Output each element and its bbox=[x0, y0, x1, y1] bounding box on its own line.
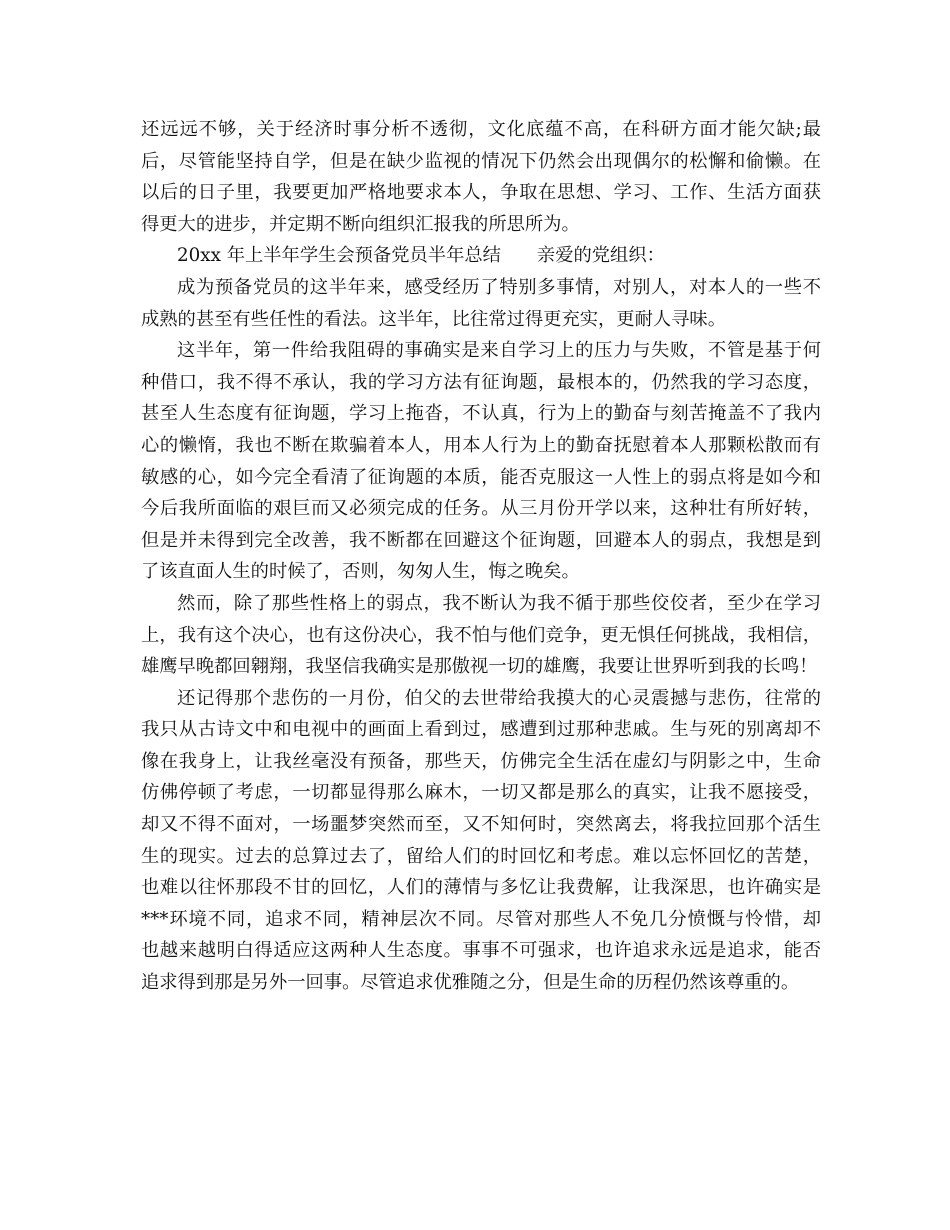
text-line: 了该直面人生的时候了，否则，匆匆人生，悔之晚矣。 bbox=[141, 561, 580, 583]
text-line: 仿佛停顿了考虑，一切都显得那么麻木，一切又都是那么的真实，让我不愿接受， bbox=[141, 782, 821, 804]
text-line: 得更大的进步，并定期不断向组织汇报我的所思所为。 bbox=[141, 213, 580, 235]
text-line: 还远远不够，关于经济时事分析不透彻，文化底蕴不高，在科研方面才能欠缺;最 bbox=[141, 119, 821, 140]
paragraph bbox=[141, 335, 821, 588]
text-line: 今后我所面临的艰巨而又必须完成的任务。从三月份开学以来，这种壮有所好转， bbox=[141, 498, 821, 520]
text-line: 追求得到那是另外一回事。尽管追求优雅随之分，但是生命的历程仍然该尊重的。 bbox=[141, 972, 800, 994]
section-heading bbox=[141, 240, 821, 272]
paragraph bbox=[141, 588, 821, 683]
text-line: 以后的日子里，我要更加严格地要求本人，争取在思想、学习、工作、生活方面获 bbox=[141, 182, 821, 204]
text-line: ***环境不同，追求不同，精神层次不同。尽管对那些人不免几分愤慨与怜惜，却 bbox=[141, 908, 821, 930]
text-line: 雄鹰早晚都回翱翔，我坚信我确实是那傲视一切的雄鹰，我要让世界听到我的长鸣！ bbox=[141, 656, 818, 678]
paragraph bbox=[141, 272, 821, 335]
text-line: 我只从古诗文中和电视中的画面上看到过，感遭到过那种悲戚。生与死的别离却不 bbox=[141, 719, 821, 741]
text-line: 生的现实。过去的总算过去了，留给人们的时回忆和考虑。难以忘怀回忆的苦楚， bbox=[141, 845, 821, 867]
text-line: 也越来越明白得适应这两种人生态度。事事不可强求，也许追求永远是追求，能否 bbox=[141, 940, 821, 962]
text-line: 也难以往怀那段不甘的回忆，人们的薄情与多忆让我费解，让我深思，也许确实是 bbox=[141, 877, 821, 899]
text-line: 但是并未得到完全改善，我不断都在回避这个征询题，回避本人的弱点，我想是到 bbox=[141, 529, 821, 551]
text-line: 种借口，我不得不承认，我的学习方法有征询题，最根本的，仍然我的学习态度， bbox=[141, 371, 821, 393]
text-line: 上，我有这个决心，也有这份决心，我不怕与他们竞争，更无惧任何挑战，我相信， bbox=[141, 624, 821, 646]
paragraph bbox=[141, 683, 821, 999]
text-line: 还记得那个悲伤的一月份，伯父的去世带给我摸大的心灵震撼与悲伤，往常的 bbox=[177, 687, 821, 709]
paragraph bbox=[141, 114, 821, 240]
heading-salutation: 亲爱的党组织： bbox=[536, 245, 665, 267]
text-line: 甚至人生态度有征询题，学习上拖沓，不认真，行为上的勤奋与刻苦掩盖不了我内 bbox=[141, 403, 821, 425]
text-line: 成熟的甚至有些任性的看法。这半年，比往常过得更充实，更耐人寻味。 bbox=[141, 308, 726, 330]
text-line: 像在我身上，让我丝毫没有预备，那些天，仿佛完全生活在虚幻与阴影之中，生命 bbox=[141, 750, 821, 772]
text-line: 心的懒惰，我也不断在欺骗着本人，用本人行为上的勤奋抚慰着本人那颗松散而有 bbox=[141, 434, 821, 456]
text-line: 成为预备党员的这半年来，感受经历了特别多事情，对别人，对本人的一些不 bbox=[177, 276, 821, 298]
document-body bbox=[141, 114, 821, 999]
heading-title: 20xx 年上半年学生会预备党员半年总结 bbox=[177, 245, 501, 267]
text-line: 然而，除了那些性格上的弱点，我不断认为我不循于那些佼佼者，至少在学习 bbox=[177, 592, 821, 614]
text-line: 敏感的心，如今完全看清了征询题的本质，能否克服这一人性上的弱点将是如今和 bbox=[141, 466, 821, 488]
text-line: 后，尽管能坚持自学，但是在缺少监视的情况下仍然会出现偶尔的松懈和偷懒。在 bbox=[141, 150, 821, 172]
text-line: 却又不得不面对，一场噩梦突然而至，又不知何时，突然离去，将我拉回那个活生 bbox=[141, 814, 821, 836]
text-line: 这半年，第一件给我阻碍的事确实是来自学习上的压力与失败，不管是基于何 bbox=[177, 340, 821, 362]
